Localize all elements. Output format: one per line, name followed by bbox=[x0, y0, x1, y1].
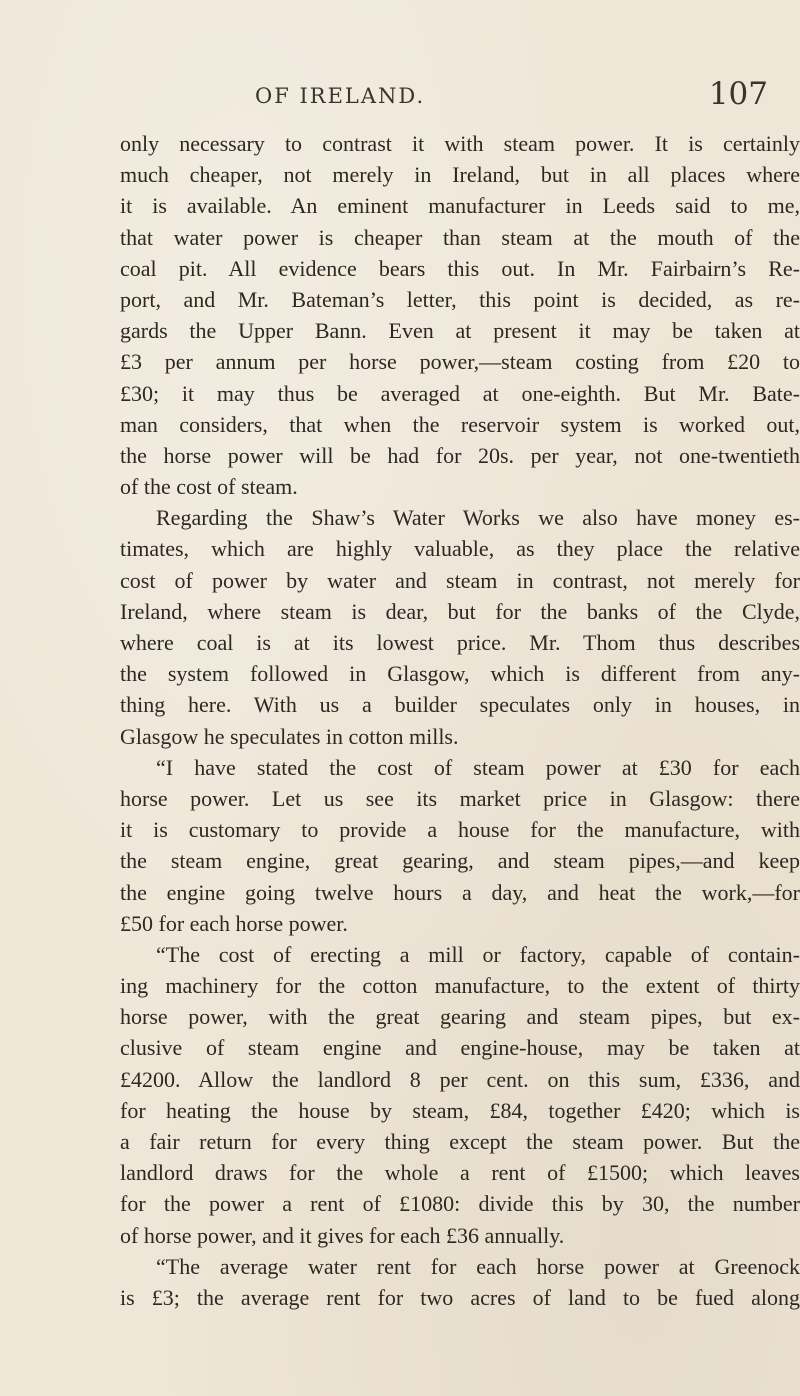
body-text bbox=[120, 128, 800, 1313]
text-line: where coal is at its lowest price. Mr. Thom thus describes bbox=[120, 630, 800, 655]
text-line: of the cost of steam. bbox=[120, 474, 298, 500]
text-line: cost of power by water and steam in contrast, not merely for bbox=[120, 567, 800, 593]
text-line: that water power is cheaper than steam at the mouth of the bbox=[120, 224, 800, 250]
text-line: “The cost of erecting a mill or factory, capable of contain- bbox=[156, 941, 800, 967]
text-line: “I have stated the cost of steam power at £30 for each bbox=[156, 754, 800, 780]
text-line: for heating the house by steam, £84, together £420; which is bbox=[120, 1097, 800, 1123]
page-number: 107 bbox=[708, 76, 768, 112]
text-line: Regarding the Shaw’s Water Works we also have money es- bbox=[156, 505, 800, 531]
text-line: clusive of steam engine and engine-house, may be taken at bbox=[120, 1035, 800, 1061]
text-line: a fair return for every thing except the steam power. But the bbox=[120, 1129, 800, 1154]
text-line: horse power. Let us see its market price in Glasgow: there bbox=[120, 785, 800, 811]
text-line: the engine going twelve hours a day, and heat the work,—for bbox=[120, 879, 800, 905]
text-line: for the power a rent of £1080: divide this by 30, the number bbox=[120, 1191, 800, 1217]
text-line: thing here. With us a builder speculates only in houses, in bbox=[120, 692, 800, 718]
running-head-title: OF IRELAND. bbox=[255, 84, 426, 108]
text-line: Ireland, where steam is dear, but for the banks of the Clyde, bbox=[120, 598, 800, 624]
text-line: man considers, that when the reservoir system is worked out, bbox=[120, 411, 800, 437]
text-line: port, and Mr. Bateman’s letter, this point is decided, as re- bbox=[120, 286, 800, 312]
text-line: gards the Upper Bann. Even at present it may be taken at bbox=[120, 318, 800, 344]
text-line: £30; it may thus be averaged at one-eighth. But Mr. Bate- bbox=[120, 380, 800, 406]
text-line: Glasgow he speculates in cotton mills. bbox=[120, 723, 459, 749]
text-line: of horse power, and it gives for each £36 annually. bbox=[120, 1222, 565, 1248]
text-line: it is available. An eminent manufacturer in Leeds said to me, bbox=[120, 193, 800, 219]
text-line: the horse power will be had for 20s. per year, not one-twentieth bbox=[120, 442, 800, 468]
text-line: “The average water rent for each horse power at Greenock bbox=[156, 1253, 800, 1279]
text-line: timates, which are highly valuable, as they place the relative bbox=[120, 536, 800, 562]
text-line: the system followed in Glasgow, which is different from any- bbox=[120, 661, 800, 687]
text-line: £4200. Allow the landlord 8 per cent. on this sum, £336, and bbox=[120, 1066, 800, 1092]
text-line: horse power, with the great gearing and steam pipes, but ex- bbox=[120, 1004, 800, 1030]
text-line: much cheaper, not merely in Ireland, but in all places where bbox=[120, 162, 800, 188]
running-head bbox=[110, 76, 790, 116]
text-line: it is customary to provide a house for the manufacture, with bbox=[120, 817, 800, 843]
text-line: is £3; the average rent for two acres of land to be fued along bbox=[120, 1284, 800, 1310]
text-line: coal pit. All evidence bears this out. In Mr. Fairbairn’s Re- bbox=[120, 255, 800, 281]
text-line: £3 per annum per horse power,—steam costing from £20 to bbox=[120, 349, 800, 375]
text-line: landlord draws for the whole a rent of £1500; which leaves bbox=[120, 1160, 800, 1186]
text-line: the steam engine, great gearing, and steam pipes,—and keep bbox=[120, 848, 800, 874]
text-line: £50 for each horse power. bbox=[120, 910, 348, 936]
text-line: ing machinery for the cotton manufacture, to the extent of thirty bbox=[120, 973, 800, 999]
text-line: only necessary to contrast it with steam power. It is certainly bbox=[120, 131, 800, 156]
